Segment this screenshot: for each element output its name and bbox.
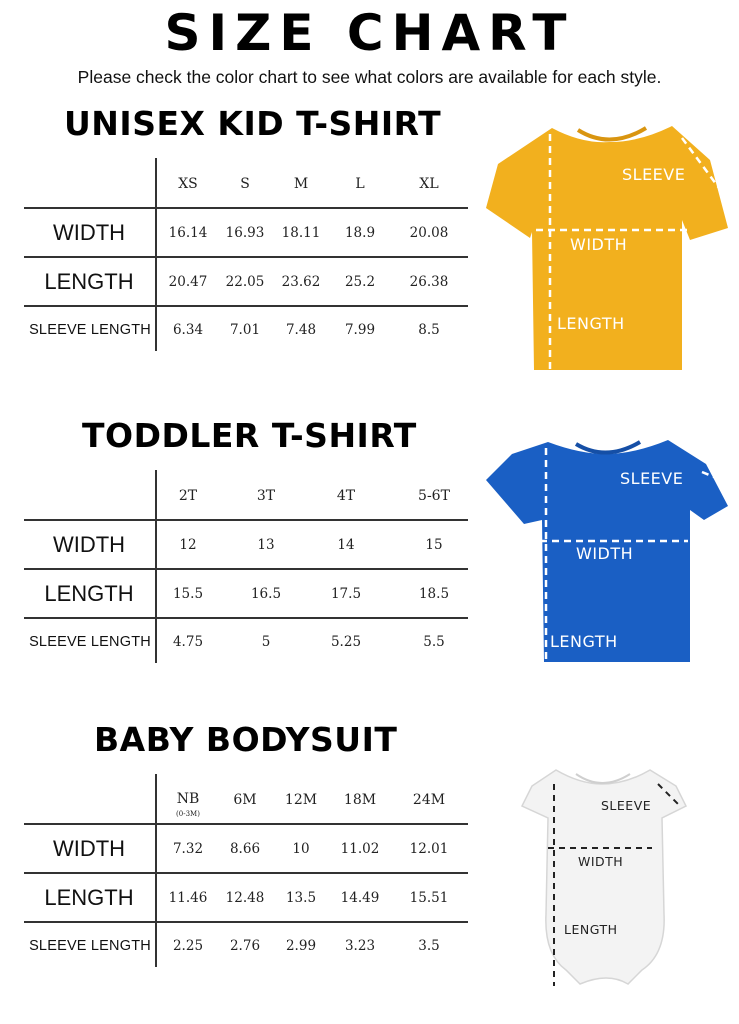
table-cell: 7.48	[285, 322, 317, 338]
size-header: L	[355, 176, 365, 192]
row-label-length: LENGTH	[44, 885, 134, 910]
table-cell: 2.76	[229, 938, 261, 954]
table-cell: 11.02	[340, 841, 380, 857]
size-header: XL	[419, 176, 439, 192]
table-cell: 15	[425, 537, 443, 553]
table-cell: 20.08	[409, 225, 449, 241]
table-cell: 7.01	[229, 322, 261, 338]
table-divider	[24, 872, 468, 874]
table-divider	[24, 823, 468, 825]
row-label-width: WIDTH	[52, 532, 126, 557]
table-cell: 18.5	[418, 586, 450, 602]
size-header: 24M	[412, 792, 446, 808]
size-header: 3T	[256, 488, 276, 504]
table-divider	[24, 207, 468, 209]
sleeve-label: SLEEVE	[620, 469, 684, 488]
width-label: WIDTH	[576, 544, 634, 563]
table-cell: 13	[257, 537, 275, 553]
section-title-kid: UNISEX KID T-SHIRT	[64, 104, 442, 143]
table-cell: 8.66	[229, 841, 261, 857]
width-label: WIDTH	[570, 235, 628, 254]
table-divider	[24, 568, 468, 570]
table-cell: 15.5	[172, 586, 204, 602]
table-cell: 12.48	[225, 890, 265, 906]
table-cell: 12	[179, 537, 197, 553]
size-header: M	[293, 176, 309, 192]
size-header: XS	[178, 176, 198, 192]
size-header-label: NB	[176, 791, 200, 807]
table-cell: 13.5	[285, 890, 317, 906]
page-title: SIZE CHART	[164, 4, 575, 62]
table-cell: 2.25	[172, 938, 204, 954]
table-cell: 16.14	[168, 225, 208, 241]
row-label-length: LENGTH	[44, 269, 134, 294]
row-label-sleeve-length: SLEEVE LENGTH	[29, 634, 151, 650]
kid-tshirt-image	[482, 120, 734, 375]
table-cell: 10	[292, 841, 310, 857]
table-cell: 4.75	[172, 634, 204, 650]
table-cell: 5.5	[423, 634, 445, 650]
row-label-sleeve-length: SLEEVE LENGTH	[29, 938, 151, 954]
table-divider	[24, 921, 468, 923]
table-cell: 14.49	[340, 890, 380, 906]
table-cell: 18.9	[344, 225, 376, 241]
table-cell: 23.62	[281, 274, 321, 290]
length-label: LENGTH	[564, 922, 618, 937]
table-cell: 18.11	[281, 225, 321, 241]
size-table-bodysuit	[24, 774, 468, 969]
size-header-sub: (0-3M)	[176, 810, 200, 818]
size-header	[164, 791, 212, 822]
size-header: 2T	[178, 488, 198, 504]
length-label: LENGTH	[550, 632, 618, 651]
width-label: WIDTH	[578, 854, 624, 869]
table-cell: 7.99	[344, 322, 376, 338]
table-cell: 3.5	[418, 938, 440, 954]
sleeve-label: SLEEVE	[622, 165, 686, 184]
table-cell: 3.23	[344, 938, 376, 954]
row-label-length: LENGTH	[44, 581, 134, 606]
table-cell: 17.5	[330, 586, 362, 602]
length-label: LENGTH	[557, 314, 625, 333]
size-header: 12M	[284, 792, 318, 808]
table-cell: 7.32	[172, 841, 204, 857]
table-cell: 12.01	[409, 841, 449, 857]
table-divider	[24, 617, 468, 619]
table-divider	[24, 256, 468, 258]
row-label-sleeve-length: SLEEVE LENGTH	[29, 322, 151, 338]
table-cell: 5.25	[330, 634, 362, 650]
toddler-tshirt-image	[484, 436, 732, 666]
size-header: S	[240, 176, 250, 192]
table-cell: 8.5	[418, 322, 440, 338]
table-cell: 11.46	[168, 890, 208, 906]
table-cell: 16.5	[250, 586, 282, 602]
size-header: 6M	[233, 792, 257, 808]
row-label-width: WIDTH	[52, 220, 126, 245]
page-subtitle: Please check the color chart to see what colors are available for each style.	[77, 67, 662, 87]
table-cell: 26.38	[409, 274, 449, 290]
table-cell: 5	[261, 634, 271, 650]
size-header: 18M	[343, 792, 377, 808]
table-cell: 2.99	[285, 938, 317, 954]
table-divider	[24, 519, 468, 521]
sleeve-label: SLEEVE	[601, 798, 652, 813]
section-title-bodysuit: BABY BODYSUIT	[94, 720, 398, 759]
table-cell: 6.34	[172, 322, 204, 338]
bodysuit-image	[518, 764, 690, 994]
size-table-toddler	[24, 470, 468, 665]
table-cell: 14	[337, 537, 355, 553]
table-cell: 25.2	[344, 274, 376, 290]
size-header: 4T	[336, 488, 356, 504]
table-cell: 20.47	[168, 274, 208, 290]
table-divider	[24, 305, 468, 307]
table-cell: 15.51	[409, 890, 449, 906]
section-title-toddler: TODDLER T-SHIRT	[82, 416, 417, 455]
size-table-kid	[24, 158, 468, 353]
table-cell: 22.05	[225, 274, 265, 290]
table-cell: 16.93	[225, 225, 265, 241]
size-header: 5-6T	[418, 488, 450, 504]
row-label-width: WIDTH	[52, 836, 126, 861]
